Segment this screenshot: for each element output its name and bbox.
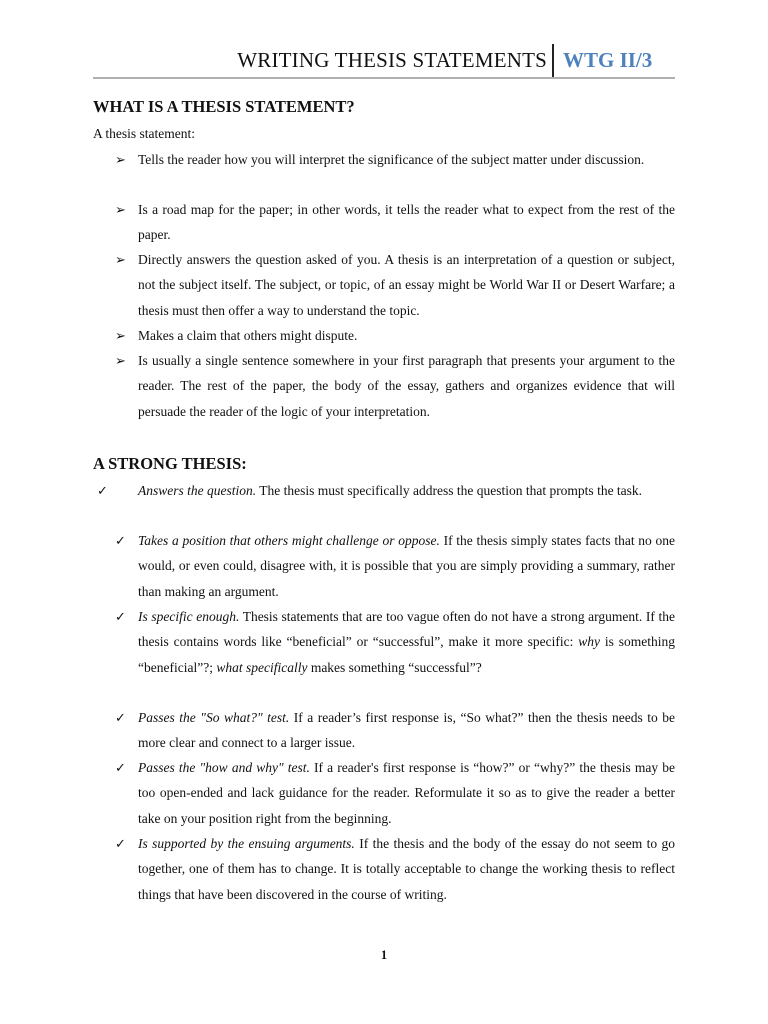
list-item-lead: Answers the question. bbox=[138, 483, 257, 498]
list-item-text: Directly answers the question asked of you. A thesis is an interpretation of a question or subject, not the subject itself. The subject, or topic, of an essay might be World War II or Desert Warfare; a thesis must then offer a way to understand the topic. bbox=[138, 252, 675, 318]
checkmark-icon: ✓ bbox=[115, 836, 126, 851]
page-number: 1 bbox=[380, 948, 388, 962]
list-item-text bbox=[138, 478, 675, 503]
list-item-body: If the thesis simply states facts that no one would, or even could, disagree with, it is possible that you are simply providing a summary, rather than making an argument. bbox=[138, 533, 676, 599]
list-item-body: is something “beneficial”?; bbox=[138, 634, 675, 675]
list-item-body: If a reader’s first response is, “So what?” then the thesis needs to be more clear and connect to a larger issue. bbox=[138, 710, 675, 751]
intro-text: A thesis statement: bbox=[93, 126, 195, 141]
list-item-text bbox=[138, 705, 675, 756]
list-item-text bbox=[138, 528, 675, 604]
list-item-text bbox=[138, 604, 675, 680]
list-item-body: If the thesis and the body of the essay do not seem to go together, one of them has to change. It is totally acceptable to change the working thesis to reflect things that have been discovered in the course of writing. bbox=[138, 836, 675, 902]
list-item-text: Is usually a single sentence somewhere in your first paragraph that presents your argument to the reader. The rest of the paper, the body of the essay, gathers and organizes evidence that will persuade the reader of the logic of your interpretation. bbox=[138, 353, 675, 419]
list-item-body: If a reader's first response is “how?” or “why?” the thesis may be too open-ended and lack guidance for the reader. Reformulate it so as to give the reader a better take on your position right from the beginning. bbox=[138, 760, 675, 826]
list-item-lead: Takes a position that others might challenge or oppose. bbox=[138, 533, 440, 548]
header-rule bbox=[93, 77, 675, 79]
list-item-lead: Passes the "how and why" test. bbox=[138, 760, 310, 775]
list-item-text bbox=[138, 755, 675, 831]
list-item-lead: Passes the "So what?" test. bbox=[138, 710, 290, 725]
arrow-bullet-icon: ➢ bbox=[115, 252, 126, 267]
header-divider bbox=[552, 44, 554, 78]
list-item-lead: Is specific enough. bbox=[138, 609, 240, 624]
section-heading-strong-thesis: A STRONG THESIS: bbox=[93, 454, 247, 473]
list-item-text: Tells the reader how you will interpret the significance of the subject matter under discussion. bbox=[138, 152, 645, 167]
list-item-body: Thesis statements that are too vague often do not have a strong argument. If the thesis contains words like “beneficial” or “successful”, make it more specific: bbox=[138, 609, 675, 650]
checkmark-icon: ✓ bbox=[115, 710, 126, 725]
arrow-bullet-icon: ➢ bbox=[115, 202, 126, 217]
header-code: WTG II/3 bbox=[563, 48, 653, 72]
checkmark-icon: ✓ bbox=[115, 609, 126, 624]
section-heading-what-is: WHAT IS A THESIS STATEMENT? bbox=[93, 97, 355, 116]
header-title: WRITING THESIS STATEMENTS bbox=[237, 48, 547, 72]
checkmark-icon: ✓ bbox=[115, 533, 126, 548]
list-item-text: Makes a claim that others might dispute. bbox=[138, 328, 358, 343]
checkmark-icon: ✓ bbox=[97, 483, 108, 498]
arrow-bullet-icon: ➢ bbox=[115, 152, 126, 167]
list-item-text bbox=[138, 831, 675, 907]
list-item-body: makes something “successful”? bbox=[307, 659, 482, 675]
list-item-lead: Is supported by the ensuing arguments. bbox=[138, 836, 355, 851]
list-item-body: The thesis must specifically address the question that prompts the task. bbox=[256, 483, 643, 498]
list-item-emphasis: why bbox=[578, 634, 600, 650]
arrow-bullet-icon: ➢ bbox=[115, 353, 126, 368]
arrow-bullet-icon: ➢ bbox=[115, 328, 126, 343]
page-header bbox=[93, 44, 675, 78]
list-item-text: Is a road map for the paper; in other words, it tells the reader what to expect from the rest of the paper. bbox=[138, 202, 675, 243]
checkmark-icon: ✓ bbox=[115, 760, 126, 775]
list-item-emphasis: what specifically bbox=[216, 659, 308, 675]
